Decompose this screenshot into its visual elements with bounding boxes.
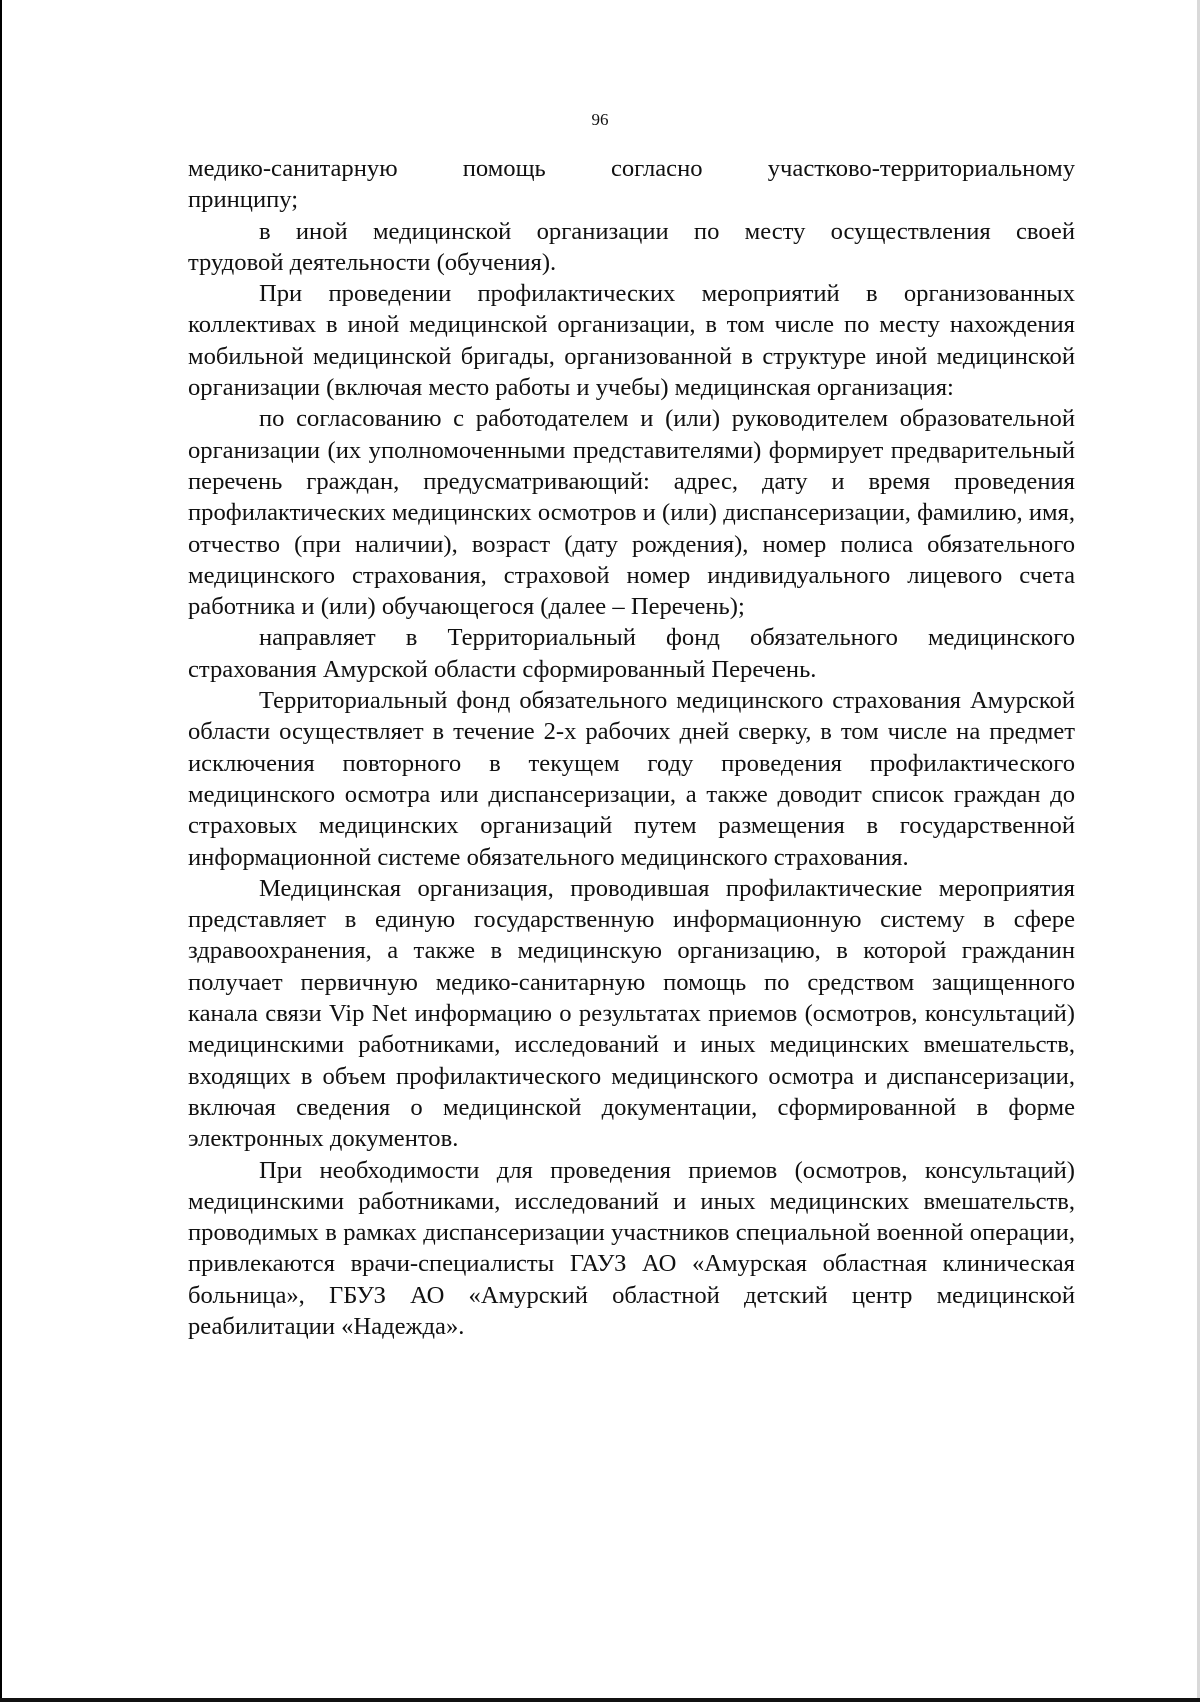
paragraph-6: Территориальный фонд обязательного медицинского страхования Амурской области осуществляет в течение 2-х рабочих дней сверку, в том числе на предмет исключения повторного в текущем году проведения профилактического медицинского осмотра или диспансеризации, а также доводит список граждан до страховых медицинских организаций путем размещения в государственной информационной системе обязательного медицинского страхования. (188, 687, 1075, 871)
paragraph-1 (188, 153, 1075, 216)
document-body (188, 153, 1075, 1342)
paragraph-5: направляет в Территориальный фонд обязательного медицинского страхования Амурской области сформированный Перечень. (188, 624, 1075, 683)
paragraph-3: При проведении профилактических мероприятий в организованных коллективах в иной медицинской организации, в том числе по месту нахождения мобильной медицинской бригады, организованной в структуре иной медицинской организации (включая место работы и учебы) медицинская организация: (188, 280, 1075, 402)
paragraph-7: Медицинская организация, проводившая профилактические мероприятия представляет в единую государственную информационную систему в сфере здравоохранения, а также в медицинскую организацию, в которой гражданин получает первичную медико-санитарную помощь по средством защищенного канала связи Vip Net информацию о результатах приемов (осмотров, консультаций) медицинскими работниками, исследований и иных медицинских вмешательств, входящих в объем профилактического медицинского осмотра и диспансеризации, включая сведения о медицинской документации, сформированной в форме электронных документов. (188, 874, 1075, 1153)
paragraph-2-line-1: в иной медицинской организации по месту осуществления своей (259, 217, 1075, 245)
paragraph-2-line-2: трудовой деятельности (обучения). (188, 248, 557, 276)
paragraph-8: При необходимости для проведения приемов (осмотров, консультаций) медицинскими работниками, исследований и иных медицинских вмешательств, проводимых в рамках диспансеризации участников специальной военной операции, привлекаются врачи-специалисты ГАУЗ АО «Амурская областная клиническая больница», ГБУЗ АО «Амурский областной детский центр медицинской реабилитации «Надежда». (188, 1156, 1075, 1340)
scan-edge-left (0, 0, 2, 1702)
paragraph-2 (188, 216, 1075, 279)
page-number: 96 (591, 110, 609, 129)
paragraph-4: по согласованию с работодателем и (или) руководителем образовательной организации (их уполномоченными представителями) формирует предварительный перечень граждан, предусматривающий: адрес, дату и время проведения профилактических медицинских осмотров и (или) диспансеризации, фамилию, имя, отчество (при наличии), возраст (дату рождения), номер полиса обязательного медицинского страхования, страховой номер индивидуального лицевого счета работника и (или) обучающегося (далее – Перечень); (188, 405, 1075, 621)
paragraph-1-line-2: принципу; (188, 186, 299, 214)
paragraph-1-line-1: медико-санитарную помощь согласно участково-территориальному (188, 155, 1075, 182)
